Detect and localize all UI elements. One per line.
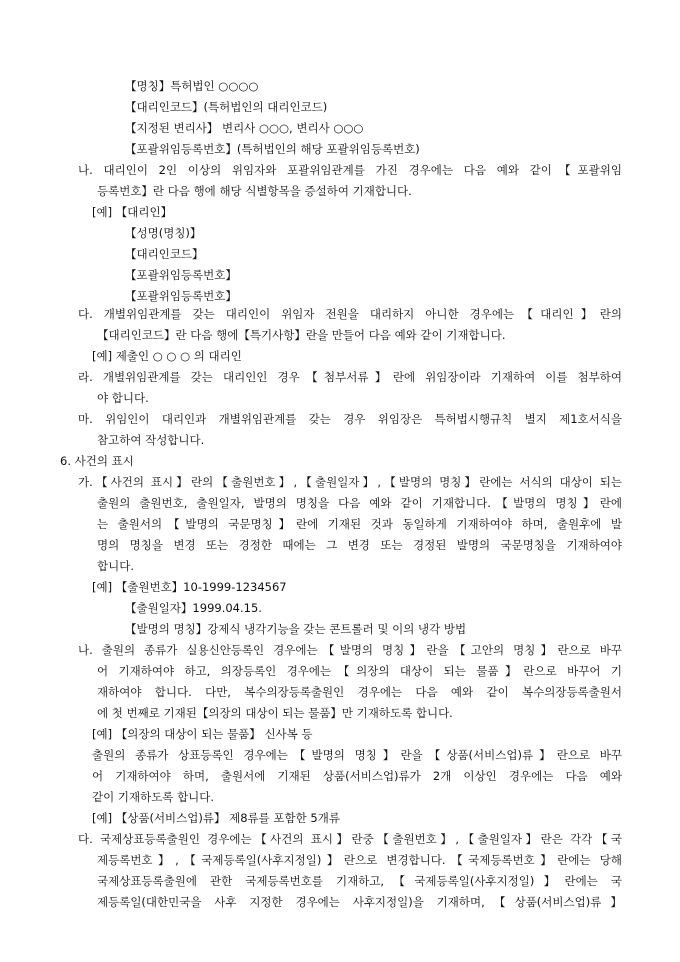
text-line: 【출원일자】1999.04.15.	[125, 601, 262, 615]
text-line: 같이 기재하도록 합니다.	[92, 790, 215, 804]
text-line: 제등록번호】,【국제등록일(사후지정일)】란으로 변경합니다.【국제등록번호】란에는 당해	[97, 853, 622, 867]
text-line: 합니다.	[97, 559, 134, 573]
text-line: 나. 대리인이 2인 이상의 위임자와 포괄위임관계를 가진 경우에는 다음 예와 같이【포괄위임	[78, 163, 622, 177]
text-line: 【대리인코드】	[125, 247, 204, 261]
text-line: [예] 【상품(서비스업)류】 제8류를 포함한 5개류	[92, 811, 340, 825]
text-line: 제등록일(대한민국을 사후 지정한 경우에는 사후지정일)을 기재하며,【상품(서비스업)류】	[97, 895, 622, 909]
text-line: 어 기재하여야 하며, 출원서에 기재된 상품(서비스업)류가 2개 이상인 경우에는 다음 예와	[92, 769, 622, 783]
text-line: 다. 개별위임관계를 갖는 대리인이 위임자 전원을 대리하지 아니한 경우에는【대리인】란의	[78, 307, 622, 321]
text-line: [예] 【출원번호】10-1999-1234567	[92, 580, 287, 594]
text-line: 국제상표등록출원에 관한 국제등록번호를 기재하고,【국제등록일(사후지정일)】란에는 국	[97, 874, 622, 888]
text-line: 【발명의 명칭】강제식 냉각기능을 갖는 콘트롤러 및 이의 냉각 방법	[125, 622, 467, 636]
text-line: [예] 【의장의 대상이 되는 물품】 신사복 등	[92, 727, 313, 741]
text-line: 【지정된 변리사】 변리사 ○○○, 변리사 ○○○	[125, 121, 364, 135]
text-line: 【포괄위임등록번호】(특허법인의 해당 포괄위임등록번호)	[125, 142, 420, 156]
text-line: 출원의 종류가 상표등록인 경우에는【발명의 명칭】란을【상품(서비스업)류】란으로 바꾸	[92, 748, 622, 762]
text-line: 【포괄위임등록번호】	[125, 268, 237, 282]
text-line: 【포괄위임등록번호】	[125, 289, 237, 303]
text-line: 【성명(명칭)】	[125, 226, 202, 240]
text-line: 는 출원서의【발명의 국문명칭】란에 기재된 것과 동일하게 기재하여야 하며, 출원후에 발	[97, 517, 622, 531]
text-line: 나. 출원의 종류가 실용신안등록인 경우에는【발명의 명칭】란을【고안의 명칭】란으로 바꾸	[78, 643, 622, 657]
text-line: 마. 위임인이 대리인과 개별위임관계를 갖는 경우 위임장은 특허법시행규칙 별지 제1호서식을	[78, 412, 622, 426]
text-line: 출원의 출원번호, 출원일자, 발명의 명칭을 다음 예와 같이 기재합니다.【발명의 명칭】란에	[97, 496, 622, 510]
text-line: 라. 개별위임관계를 갖는 대리인인 경우【첨부서류】란에 위임장이라 기재하여 이를 첨부하여	[78, 370, 622, 384]
text-line: 재하여야 합니다. 다만, 복수의장등록출원인 경우에는 다음 예와 같이 복수의장등록출원서	[97, 685, 622, 699]
text-line: 등록번호】란 다음 행에 해당 식별항목을 증설하여 기재합니다.	[97, 184, 412, 198]
text-line: 【명칭】특허법인 ○○○○	[125, 79, 259, 93]
text-line: 어 기재하여야 하고, 의장등록인 경우에는【의장의 대상이 되는 물품】란으로 바꾸어 기	[97, 664, 622, 678]
text-line: 【대리인코드】란 다음 행에【특기사항】란을 만들어 다음 예와 같이 기재합니다.	[97, 328, 506, 342]
text-line: [예] 【대리인】	[92, 205, 173, 219]
text-line: [예] 제출인 ○ ○ ○ 의 대리인	[92, 349, 242, 363]
text-line: 야 합니다.	[97, 391, 149, 405]
text-line: 명의 명칭을 변경 또는 경정한 때에는 그 변경 또는 경정된 발명의 국문명칭을 기재하여야	[97, 538, 622, 552]
text-line: 가.【사건의 표시】란의【출원번호】,【출원일자】,【발명의 명칭】란에는 서식의 대상이 되는	[78, 475, 622, 489]
text-line: 에 첫 번째로 기재된【의장의 대상이 되는 물품】만 기재하도록 합니다.	[97, 706, 453, 720]
text-line: 다. 국제상표등록출원인 경우에는【사건의 표시】란중【출원번호】,【출원일자】란은 각각【국	[78, 832, 622, 846]
text-line: 【대리인코드】(특허법인의 대리인코드)	[125, 100, 328, 114]
text-line: 참고하여 작성합니다.	[97, 433, 205, 447]
section-heading: 6. 사건의 표시	[60, 454, 134, 468]
